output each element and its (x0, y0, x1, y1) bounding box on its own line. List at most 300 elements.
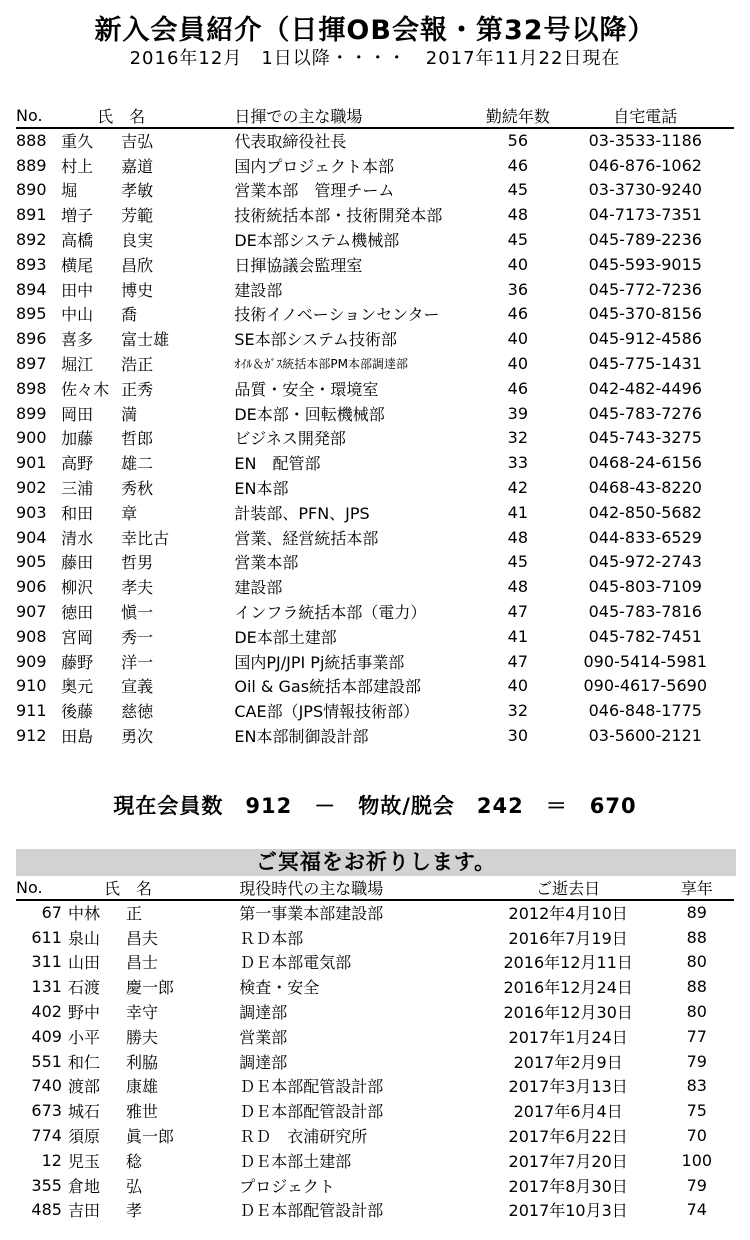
member-name (61, 227, 234, 252)
member-given-name: 幸比古 (121, 528, 170, 548)
member-row (16, 674, 734, 699)
member-given-name: 雄二 (121, 454, 154, 474)
member-phone: 044-833-6529 (588, 527, 702, 547)
member-years: 41 (507, 626, 529, 646)
deceased-family-name: 和仁 (67, 1052, 100, 1072)
deceased-age: 83 (686, 1076, 707, 1096)
member-job: DE本部システム機械部 (234, 231, 400, 251)
deceased-age: 70 (686, 1126, 707, 1146)
deceased-family-name: 須原 (67, 1127, 100, 1147)
member-no: 909 (16, 651, 47, 671)
member-family-name: 加藤 (61, 429, 94, 449)
deceased-name (68, 974, 239, 999)
member-family-name: 堀 (61, 181, 78, 201)
deceased-age: 79 (686, 1051, 707, 1071)
deceased-job: 調達部 (239, 1052, 288, 1072)
member-row (16, 252, 734, 277)
deceased-name (68, 900, 239, 925)
member-phone: 045-782-7451 (588, 626, 702, 646)
deceased-job: 第一事業本部建設部 (239, 904, 384, 924)
member-years: 33 (507, 453, 529, 473)
deceased-no: 402 (31, 1002, 62, 1022)
deceased-name (68, 1024, 239, 1049)
member-name (61, 723, 234, 748)
member-job: SE本部システム技術部 (234, 330, 398, 350)
col-header-date: ご逝去日 (477, 876, 660, 900)
member-years: 30 (507, 726, 529, 746)
member-years: 48 (507, 577, 529, 597)
deceased-job: ＤＥ本部配管設計部 (239, 1077, 384, 1097)
member-job: DE本部・回転機械部 (234, 404, 385, 424)
deceased-family-name: 倉地 (67, 1176, 100, 1196)
deceased-no: 551 (31, 1051, 62, 1071)
member-phone: 045-783-7816 (588, 602, 702, 622)
member-family-name: 後藤 (61, 702, 94, 722)
col-header-job: 現役時代の主な職場 (239, 876, 477, 900)
deceased-name (68, 1074, 239, 1099)
member-given-name: 愼一 (121, 603, 154, 623)
condolence-heading: ご冥福をお祈りします。 (16, 849, 736, 876)
deceased-age: 75 (686, 1101, 707, 1121)
deceased-given-name: 正 (125, 904, 142, 924)
deceased-no: 311 (31, 952, 62, 972)
member-row (16, 500, 734, 525)
deceased-members-table (16, 876, 734, 1222)
deceased-date: 2016年12月11日 (503, 953, 633, 973)
member-row (16, 723, 734, 748)
deceased-age: 79 (686, 1175, 707, 1195)
member-years: 47 (507, 651, 529, 671)
deceased-job: ＤＥ本部配管設計部 (239, 1102, 384, 1122)
deceased-job: ＲＤ 衣浦研究所 (239, 1127, 368, 1147)
member-job: 建設部 (234, 578, 283, 598)
member-phone: 045-593-9015 (588, 254, 702, 274)
deceased-no: 12 (41, 1150, 62, 1170)
member-job: 国内PJ/JPI Pj統括事業部 (234, 652, 405, 672)
deceased-family-name: 渡部 (67, 1077, 100, 1097)
member-row (16, 574, 734, 599)
deceased-family-name: 児玉 (67, 1151, 100, 1171)
member-job: 営業、経営統括本部 (234, 528, 379, 548)
member-name (61, 624, 234, 649)
date-range-subtitle: 2016年12月 1日以降・・・・ 2017年11月22日現在 (129, 48, 621, 69)
member-no: 902 (16, 478, 47, 498)
deceased-date: 2017年6月4日 (513, 1102, 623, 1122)
deceased-family-name: 石渡 (67, 978, 100, 998)
member-job: Oil & Gas統括本部建設部 (234, 677, 422, 697)
deceased-name (68, 1173, 239, 1198)
member-job: EN 配管部 (234, 454, 321, 474)
member-years: 40 (507, 676, 529, 696)
member-given-name: 章 (121, 503, 138, 523)
deceased-family-name: 泉山 (67, 928, 100, 948)
member-given-name: 嘉道 (121, 156, 154, 176)
member-name (61, 128, 234, 153)
deceased-age: 89 (686, 903, 707, 923)
member-given-name: 富士雄 (121, 330, 170, 350)
member-no: 900 (16, 428, 47, 448)
member-name (61, 202, 234, 227)
member-name (61, 599, 234, 624)
col-header-name: 氏 名 (68, 876, 239, 900)
member-no: 911 (16, 701, 47, 721)
member-row (16, 326, 734, 351)
member-row (16, 128, 734, 153)
deceased-family-name: 城石 (67, 1102, 100, 1122)
member-given-name: 浩正 (121, 355, 154, 375)
deceased-date: 2012年4月10日 (508, 904, 628, 924)
deceased-given-name: 孝 (125, 1201, 142, 1221)
member-phone: 042-482-4496 (588, 378, 702, 398)
member-no: 894 (16, 279, 47, 299)
deceased-given-name: 雅世 (125, 1102, 158, 1122)
deceased-given-name: 利脇 (125, 1052, 158, 1072)
member-row (16, 227, 734, 252)
member-given-name: 宣義 (121, 677, 154, 697)
member-given-name: 良実 (121, 231, 154, 251)
member-job: 品質・安全・環境室 (234, 379, 379, 399)
member-family-name: 横尾 (61, 255, 94, 275)
member-no: 910 (16, 676, 47, 696)
member-no: 893 (16, 254, 47, 274)
col-header-no: No. (16, 104, 61, 128)
member-job: CAE部（JPS情報技術部） (234, 702, 420, 722)
member-row (16, 351, 734, 376)
member-years: 46 (507, 304, 529, 324)
member-no: 912 (16, 726, 47, 746)
member-phone: 0468-43-8220 (588, 478, 702, 498)
member-row (16, 475, 734, 500)
member-family-name: 藤野 (61, 652, 94, 672)
deceased-no: 774 (31, 1126, 62, 1146)
deceased-no: 409 (31, 1026, 62, 1046)
member-job: 建設部 (234, 280, 283, 300)
member-family-name: 村上 (61, 156, 94, 176)
member-family-name: 重久 (61, 132, 94, 152)
member-no: 892 (16, 230, 47, 250)
member-name (61, 649, 234, 674)
deceased-row (16, 1024, 734, 1049)
deceased-date: 2017年6月22日 (508, 1127, 628, 1147)
member-no: 901 (16, 453, 47, 473)
member-row (16, 202, 734, 227)
deceased-row (16, 1123, 734, 1148)
deceased-age: 80 (686, 1002, 707, 1022)
member-job: 国内プロジェクト本部 (234, 156, 395, 176)
member-years: 45 (507, 552, 529, 572)
deceased-row (16, 925, 734, 950)
deceased-date: 2017年1月24日 (508, 1027, 628, 1047)
member-job: 日揮協議会監理室 (234, 255, 363, 275)
deceased-name (68, 1098, 239, 1123)
member-family-name: 和田 (61, 503, 94, 523)
member-name (61, 426, 234, 451)
deceased-no: 67 (41, 903, 62, 923)
deceased-row (16, 1074, 734, 1099)
member-job: 技術イノベーションセンター (234, 305, 440, 325)
col-header-job: 日揮での主な職場 (234, 104, 479, 128)
deceased-job: プロジェクト (239, 1176, 335, 1196)
deceased-no: 131 (31, 977, 62, 997)
page-title: 新入会員紹介（日揮OB会報・第32号以降） (94, 15, 656, 46)
member-name (61, 475, 234, 500)
member-phone: 090-4617-5690 (583, 676, 708, 696)
deceased-given-name: 幸守 (125, 1003, 158, 1023)
member-years: 46 (507, 155, 529, 175)
deceased-family-name: 山田 (67, 953, 100, 973)
member-no: 907 (16, 602, 47, 622)
deceased-job: ＤＥ本部土建部 (239, 1151, 352, 1171)
member-row (16, 153, 734, 178)
deceased-given-name: 勝夫 (125, 1027, 158, 1047)
deceased-date: 2017年7月20日 (508, 1151, 628, 1171)
member-years: 45 (507, 180, 529, 200)
member-years: 41 (507, 502, 529, 522)
member-years: 56 (507, 131, 529, 151)
deceased-row (16, 1098, 734, 1123)
members-header-row (16, 104, 734, 128)
deceased-no: 673 (31, 1101, 62, 1121)
member-name (61, 525, 234, 550)
deceased-given-name: 弘 (125, 1176, 142, 1196)
member-phone: 045-743-3275 (588, 428, 702, 448)
member-years: 48 (507, 527, 529, 547)
member-name (61, 401, 234, 426)
member-phone: 04-7173-7351 (588, 205, 702, 225)
member-family-name: 高野 (61, 454, 94, 474)
member-given-name: 吉弘 (121, 132, 154, 152)
member-given-name: 秀秋 (121, 479, 154, 499)
col-header-years: 勤続年数 (479, 104, 556, 128)
deceased-age: 74 (686, 1200, 707, 1220)
member-family-name: 清水 (61, 528, 94, 548)
col-header-no: No. (16, 876, 68, 900)
col-header-name: 氏 名 (61, 104, 234, 128)
new-members-table (16, 104, 734, 748)
member-phone: 045-775-1431 (588, 354, 702, 374)
deceased-age: 77 (686, 1026, 707, 1046)
member-given-name: 芳範 (121, 206, 154, 226)
deceased-job: ＤＥ本部電気部 (239, 953, 352, 973)
deceased-job: 検査・安全 (239, 978, 320, 998)
member-given-name: 孝敏 (121, 181, 154, 201)
deceased-job: ＤＥ本部配管設計部 (239, 1201, 384, 1221)
member-phone: 045-912-4586 (588, 329, 702, 349)
member-years: 47 (507, 602, 529, 622)
member-no: 889 (16, 155, 47, 175)
member-phone: 045-803-7109 (588, 577, 702, 597)
member-family-name: 高橋 (61, 231, 94, 251)
deceased-age: 80 (686, 952, 707, 972)
member-name (61, 351, 234, 376)
member-row (16, 550, 734, 575)
member-no: 891 (16, 205, 47, 225)
member-phone: 03-3533-1186 (588, 131, 702, 151)
deceased-row (16, 950, 734, 975)
member-given-name: 昌欣 (121, 255, 154, 275)
deceased-date: 2017年3月13日 (508, 1077, 628, 1097)
member-family-name: 奥元 (61, 677, 94, 697)
member-job: 計装部、PFN、JPS (234, 503, 370, 523)
deceased-name (68, 1148, 239, 1173)
member-row (16, 302, 734, 327)
member-row (16, 649, 734, 674)
member-phone: 090-5414-5981 (583, 651, 708, 671)
deceased-job: ＲＤ本部 (239, 928, 304, 948)
member-count-summary: 現在会員数 912 － 物故/脱会 242 ＝ 670 (113, 794, 637, 818)
member-phone: 046-876-1062 (588, 155, 702, 175)
member-years: 32 (507, 428, 529, 448)
deceased-no: 485 (31, 1200, 62, 1220)
deceased-row (16, 900, 734, 925)
member-no: 890 (16, 180, 47, 200)
member-name (61, 252, 234, 277)
member-given-name: 喬 (121, 305, 138, 325)
deceased-date: 2016年12月24日 (503, 978, 633, 998)
member-phone: 03-5600-2121 (588, 726, 702, 746)
deceased-given-name: 昌士 (125, 953, 158, 973)
member-name (61, 302, 234, 327)
member-name (61, 500, 234, 525)
member-name (61, 698, 234, 723)
member-given-name: 秀一 (121, 627, 154, 647)
member-job: 技術統括本部・技術開発本部 (234, 206, 443, 226)
member-family-name: 宮岡 (61, 627, 94, 647)
member-years: 46 (507, 378, 529, 398)
member-name (61, 277, 234, 302)
deceased-no: 355 (31, 1175, 62, 1195)
member-phone: 045-789-2236 (588, 230, 702, 250)
member-job: EN本部制御設計部 (234, 727, 369, 747)
member-given-name: 洋一 (121, 652, 154, 672)
deceased-row (16, 1173, 734, 1198)
deceased-row (16, 999, 734, 1024)
member-phone: 045-370-8156 (588, 304, 702, 324)
member-given-name: 満 (121, 404, 138, 424)
member-family-name: 堀江 (61, 355, 94, 375)
deceased-name (68, 950, 239, 975)
member-job: ｵｲﾙ＆ｶﾞｽ統括本部PM本部調達部 (234, 357, 408, 372)
deceased-date: 2017年8月30日 (508, 1176, 628, 1196)
member-job: EN本部 (234, 479, 289, 499)
member-years: 45 (507, 230, 529, 250)
member-job: ビジネス開発部 (234, 429, 346, 449)
member-years: 48 (507, 205, 529, 225)
member-phone: 0468-24-6156 (588, 453, 702, 473)
member-no: 896 (16, 329, 47, 349)
deceased-date: 2017年10月3日 (508, 1201, 628, 1221)
member-family-name: 三浦 (61, 479, 94, 499)
member-family-name: 喜多 (61, 330, 94, 350)
member-years: 40 (507, 354, 529, 374)
deceased-name (68, 999, 239, 1024)
member-name (61, 574, 234, 599)
member-no: 895 (16, 304, 47, 324)
deceased-given-name: 康雄 (125, 1077, 158, 1097)
deceased-given-name: 眞一郎 (125, 1127, 174, 1147)
deceased-row (16, 974, 734, 999)
member-row (16, 525, 734, 550)
member-family-name: 佐々木 (61, 379, 110, 399)
member-job: DE本部土建部 (234, 627, 337, 647)
member-name (61, 153, 234, 178)
col-header-phone: 自宅電話 (557, 104, 734, 128)
member-row (16, 698, 734, 723)
member-no: 899 (16, 403, 47, 423)
deceased-no: 611 (31, 927, 62, 947)
deceased-given-name: 昌夫 (125, 928, 158, 948)
member-name (61, 326, 234, 351)
member-given-name: 博史 (121, 280, 154, 300)
member-row (16, 624, 734, 649)
member-row (16, 426, 734, 451)
member-name (61, 674, 234, 699)
member-given-name: 哲郎 (121, 429, 154, 449)
deceased-family-name: 野中 (67, 1003, 100, 1023)
member-job: 営業本部 (234, 553, 299, 573)
deceased-row (16, 1148, 734, 1173)
deceased-age: 88 (686, 977, 707, 997)
deceased-given-name: 稔 (125, 1151, 142, 1171)
member-no: 888 (16, 131, 47, 151)
member-years: 32 (507, 701, 529, 721)
member-years: 36 (507, 279, 529, 299)
deceased-date: 2016年12月30日 (503, 1003, 633, 1023)
member-name (61, 450, 234, 475)
member-family-name: 藤田 (61, 553, 94, 573)
deceased-name (68, 1049, 239, 1074)
member-row (16, 401, 734, 426)
col-header-age: 享年 (660, 876, 734, 900)
deceased-date: 2017年2月9日 (513, 1052, 623, 1072)
member-phone: 045-783-7276 (588, 403, 702, 423)
deceased-age: 88 (686, 927, 707, 947)
member-years: 40 (507, 329, 529, 349)
member-no: 904 (16, 527, 47, 547)
member-no: 908 (16, 626, 47, 646)
member-years: 39 (507, 403, 529, 423)
member-given-name: 正秀 (121, 379, 154, 399)
member-row (16, 178, 734, 203)
deceased-age: 100 (681, 1150, 713, 1170)
deceased-name (68, 925, 239, 950)
member-job: インフラ統括本部（電力） (234, 603, 427, 623)
member-job: 代表取締役社長 (234, 132, 347, 152)
member-family-name: 田島 (61, 727, 94, 747)
member-row (16, 450, 734, 475)
deceased-row (16, 1049, 734, 1074)
member-given-name: 哲男 (121, 553, 154, 573)
member-given-name: 慈徳 (121, 702, 154, 722)
member-name (61, 550, 234, 575)
member-job: 営業本部 管理チーム (234, 181, 395, 201)
member-family-name: 徳田 (61, 603, 94, 623)
member-years: 42 (507, 478, 529, 498)
member-phone: 03-3730-9240 (588, 180, 702, 200)
member-given-name: 勇次 (121, 727, 154, 747)
member-family-name: 中山 (61, 305, 94, 325)
deceased-given-name: 慶一郎 (125, 978, 174, 998)
member-no: 906 (16, 577, 47, 597)
deceased-job: 調達部 (239, 1003, 288, 1023)
member-phone: 045-772-7236 (588, 279, 702, 299)
deceased-header-row (16, 876, 734, 900)
member-family-name: 増子 (61, 206, 94, 226)
member-no: 903 (16, 502, 47, 522)
member-phone: 042-850-5682 (588, 502, 702, 522)
member-years: 40 (507, 254, 529, 274)
deceased-family-name: 吉田 (67, 1201, 100, 1221)
